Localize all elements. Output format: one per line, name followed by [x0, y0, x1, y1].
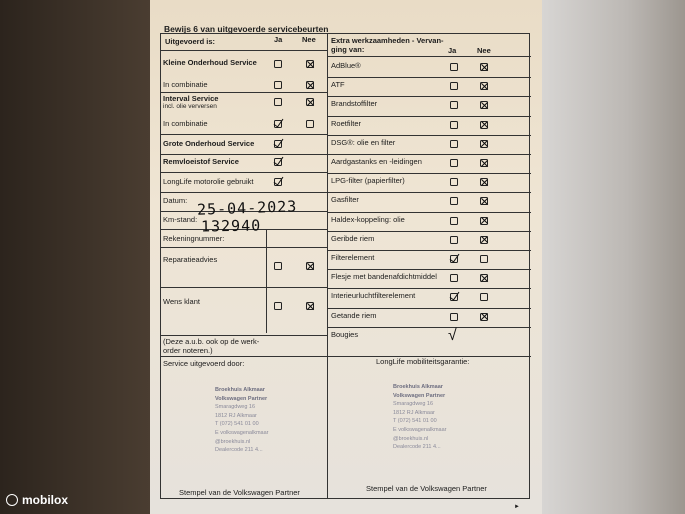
bougies-handwritten-check: √: [448, 326, 457, 344]
right-checkbox-nee[interactable]: [480, 101, 488, 109]
right-checkbox-ja[interactable]: [450, 140, 458, 148]
checkbox-longlife-ja[interactable]: [274, 178, 282, 186]
right-checkbox-nee[interactable]: [480, 274, 488, 282]
right-checkbox-nee[interactable]: [480, 140, 488, 148]
right-checkbox-nee[interactable]: [480, 178, 488, 186]
checkbox-combi2-ja[interactable]: [274, 120, 282, 128]
right-checkbox-ja[interactable]: [450, 293, 458, 301]
label-rekeningnummer: Rekeningnummer:: [163, 234, 225, 243]
handwritten-date: 25-04-2023: [196, 197, 298, 219]
right-row-divider: [327, 250, 531, 251]
right-checkbox-ja[interactable]: [450, 121, 458, 129]
right-item-label: Roetfilter: [331, 118, 362, 128]
label-interval-service: Interval Service: [163, 94, 219, 103]
label-kleine-onderhoud: Kleine Onderhoud Service: [163, 58, 257, 67]
right-row-divider: [327, 135, 531, 136]
right-row-divider: [327, 96, 531, 97]
right-item-label: LPG-filter (papierfilter): [331, 176, 405, 186]
note-line-2: order noteren.): [163, 346, 213, 355]
checkbox-grote-ja[interactable]: [274, 140, 282, 148]
right-checkbox-nee[interactable]: [480, 197, 488, 205]
right-item-label: Filterelement: [331, 253, 375, 262]
right-item-label: Bougies: [331, 329, 359, 339]
right-checkbox-ja[interactable]: [450, 82, 458, 90]
left-col-yes: Ja: [274, 35, 283, 44]
dealer-stamp-right: Broekhuis Alkmaar Volkswagen Partner Smaragdweg 16 1812 RJ Alkmaar T (072) 541 01 00 E volkswagenalkmaar @broekhuis.nl Dealercode 211 4...: [393, 384, 447, 451]
label-wens-klant: Wens klant: [163, 297, 200, 306]
service-table: [160, 33, 530, 499]
mobilox-logo-icon: [6, 494, 18, 506]
background-right: [540, 0, 685, 514]
right-checkbox-nee[interactable]: [480, 236, 488, 244]
left-inner-divider: [266, 229, 267, 333]
right-checkbox-ja[interactable]: [450, 178, 458, 186]
right-item-label: Gasfilter: [331, 195, 359, 205]
checkbox-combi2-nee[interactable]: [306, 120, 314, 128]
page-title: Bewijs 6 van uitgevoerde servicebeurten: [164, 24, 329, 34]
note-line-1: (Deze a.u.b. ook op de werk-: [163, 337, 260, 346]
right-item-label: ATF: [331, 80, 345, 90]
right-row-divider: [327, 288, 531, 289]
next-page-arrow: ►: [514, 504, 520, 510]
checkbox-kleine-ja[interactable]: [274, 60, 282, 68]
mobilox-watermark: mobilox: [6, 493, 68, 507]
right-item-label: Flesje met bandenafdichtmiddel: [331, 272, 437, 282]
right-checkbox-ja[interactable]: [450, 197, 458, 205]
right-header-1: Extra werkzaamheden - Vervan-: [331, 36, 444, 45]
right-item-label: Getande riem: [331, 310, 377, 320]
checkbox-remvloeistof-ja[interactable]: [274, 158, 282, 166]
checkbox-reparatie-ja[interactable]: [274, 262, 282, 270]
right-col-no: Nee: [477, 46, 491, 55]
right-item-label: Aardgastanks en -leidingen: [331, 157, 422, 166]
right-item-label: Brandstoffilter: [331, 99, 378, 109]
right-row-divider: [327, 192, 531, 193]
right-item-label: Interieurluchtfilterelement: [331, 291, 416, 301]
right-header-2: ging van:: [331, 45, 365, 54]
right-checkbox-nee[interactable]: [480, 159, 488, 167]
right-row-divider: [327, 116, 531, 117]
label-in-combinatie-1: In combinatie: [163, 80, 208, 89]
service-booklet-page: [150, 0, 542, 514]
label-kmstand: Km-stand:: [163, 215, 198, 224]
right-col-yes: Ja: [448, 46, 457, 55]
right-checkbox-nee[interactable]: [480, 293, 488, 301]
right-row-divider: [327, 77, 531, 78]
right-checkbox-ja[interactable]: [450, 274, 458, 282]
right-checkbox-ja[interactable]: [450, 101, 458, 109]
right-checkbox-ja[interactable]: [450, 313, 458, 321]
right-checkbox-nee[interactable]: [480, 82, 488, 90]
background-left: [0, 0, 150, 514]
right-row-divider: [327, 308, 531, 309]
right-checkbox-ja[interactable]: [450, 159, 458, 167]
right-row-divider: [327, 327, 531, 328]
checkbox-combi1-ja[interactable]: [274, 81, 282, 89]
dealer-stamp-left: Broekhuis Alkmaar Volkswagen Partner Smaragdweg 16 1812 RJ Alkmaar T (072) 541 01 00 E volkswagenalkmaar @broekhuis.nl Dealercode 211 4...: [215, 387, 269, 454]
right-item-label: Geribde riem: [331, 233, 375, 243]
handwritten-km: 132940: [200, 216, 262, 236]
label-grote-onderhoud: Grote Onderhoud Service: [163, 139, 255, 148]
label-reparatieadvies: Reparatieadvies: [163, 255, 218, 264]
right-row-divider: [327, 231, 531, 232]
label-interval-sub: incl. olie verversen: [163, 103, 217, 110]
checkbox-reparatie-nee[interactable]: [306, 262, 314, 270]
column-divider: [327, 34, 328, 498]
right-row-divider: [327, 212, 531, 213]
label-longlife: LongLife motorolie gebruikt: [163, 177, 254, 186]
right-checkbox-ja[interactable]: [450, 255, 458, 263]
right-checkbox-ja[interactable]: [450, 217, 458, 225]
right-checkbox-ja[interactable]: [450, 63, 458, 71]
right-row-divider: [327, 269, 531, 270]
label-in-combinatie-2: In combinatie: [163, 119, 208, 128]
label-service-by: Service uitgevoerd door:: [163, 359, 245, 368]
right-checkbox-ja[interactable]: [450, 236, 458, 244]
right-checkbox-nee[interactable]: [480, 313, 488, 321]
left-header: Uitgevoerd is:: [165, 37, 216, 46]
right-checkbox-nee[interactable]: [480, 121, 488, 129]
checkbox-wens-ja[interactable]: [274, 302, 282, 310]
label-datum: Datum:: [163, 196, 188, 205]
right-row-divider: [327, 173, 531, 174]
right-checkbox-nee[interactable]: [480, 255, 488, 263]
right-item-label: AdBlue®: [331, 61, 361, 70]
right-item-label: Haldex-koppeling: olie: [331, 214, 405, 224]
right-checkbox-nee[interactable]: [480, 63, 488, 71]
checkbox-interval-nee[interactable]: [306, 98, 314, 106]
label-remvloeistof: Remvloeistof Service: [163, 157, 239, 166]
label-stempel-left: Stempel van de Volkswagen Partner: [179, 488, 300, 497]
right-item-label: DSG®: olie en filter: [331, 137, 396, 147]
checkbox-kleine-nee[interactable]: [306, 60, 314, 68]
checkbox-wens-nee[interactable]: [306, 302, 314, 310]
label-mobility: LongLife mobiliteitsgarantie:: [376, 357, 470, 366]
label-stempel-right: Stempel van de Volkswagen Partner: [366, 484, 487, 493]
checkbox-interval-ja[interactable]: [274, 98, 282, 106]
right-row-divider: [327, 154, 531, 155]
left-col-no: Nee: [302, 35, 316, 44]
right-checkbox-nee[interactable]: [480, 217, 488, 225]
checkbox-combi1-nee[interactable]: [306, 81, 314, 89]
